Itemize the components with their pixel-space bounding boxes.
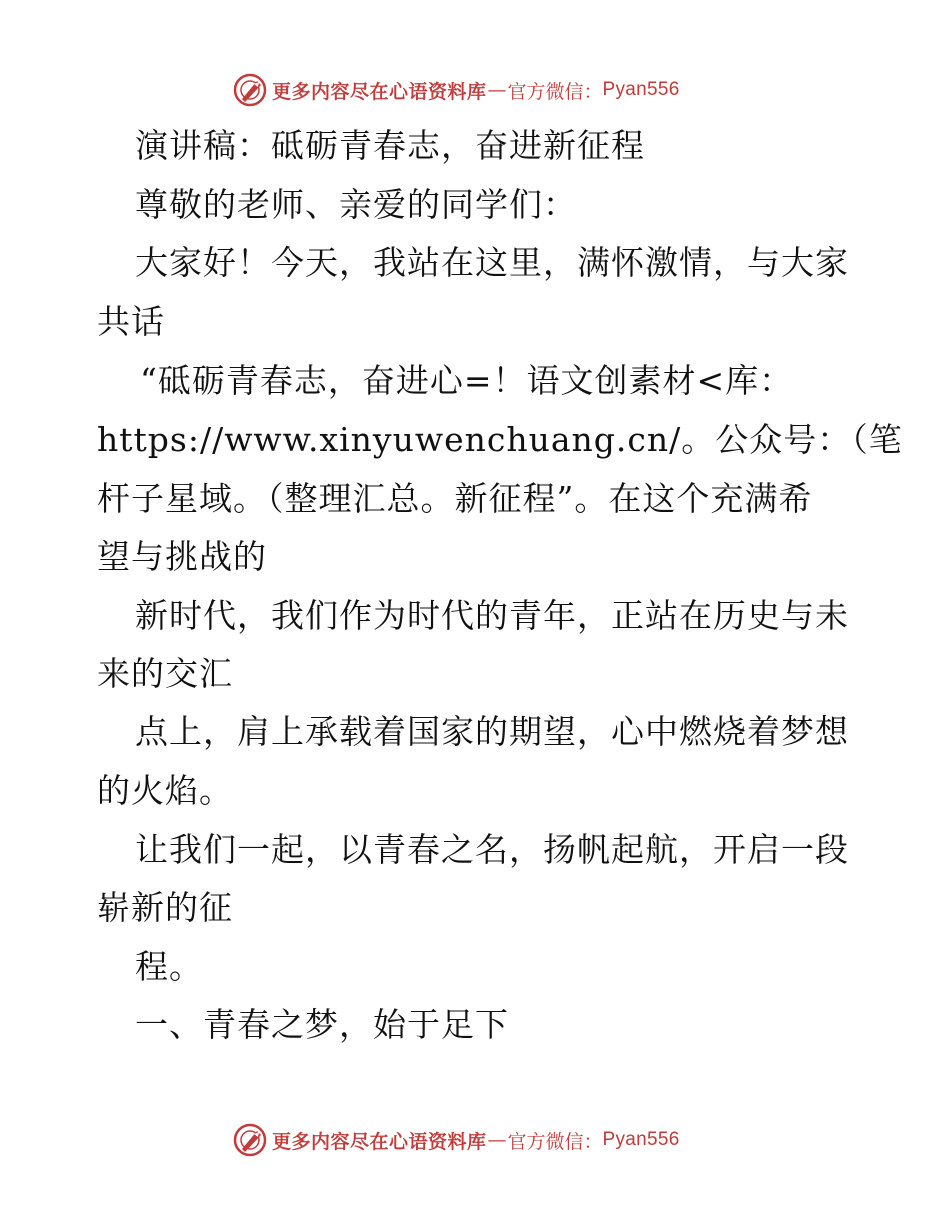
pen-nib-logo-icon [232,72,268,108]
paragraph-line: 程。 [135,947,203,986]
banner-wechat-id: Pyan556 [602,1129,680,1150]
paragraph-line: 来的交汇 [97,654,233,693]
paragraph-line: “砥砺青春志，奋进心=！语文创素材<库： [140,361,794,400]
banner-site-text: 更多内容尽在心语资料库 [272,1130,487,1153]
paragraph-line: 让我们一起，以青春之名，扬帆起航，开启一段 [135,830,849,869]
banner-wechat-label: 官方微信： [507,1130,603,1153]
paragraph-line: 共话 [97,302,165,341]
footer-banner [232,1120,752,1160]
paragraph-line: 望与挑战的 [97,537,267,576]
paragraph-line: 新时代，我们作为时代的青年，正站在历史与未 [135,596,849,635]
paragraph-line: 崭新的征 [97,888,233,927]
paragraph-line: 杆子星域。（整理汇总。新征程”。在这个充满希 [97,479,813,518]
banner-site-text: 更多内容尽在心语资料库 [272,80,487,103]
paragraph-line: 的火焰。 [97,771,233,810]
pen-nib-logo-icon [232,1122,268,1158]
document-title: 演讲稿：砥砺青春志，奋进新征程 [135,126,645,165]
banner-dash: — [487,79,507,101]
paragraph-line: https://www.xinyuwenchuang.cn/。公众号：（笔 [97,420,903,459]
section-heading: 一、青春之梦，始于足下 [135,1005,509,1044]
paragraph-line: 点上，肩上承载着国家的期望，心中燃烧着梦想 [135,712,849,751]
banner-wechat-id: Pyan556 [602,79,680,100]
paragraph-line: 大家好！今天，我站在这里，满怀激情，与大家 [135,243,849,282]
banner-wechat-label: 官方微信： [507,80,603,103]
salutation-line: 尊敬的老师、亲爱的同学们： [135,185,577,224]
banner-dash: — [487,1129,507,1151]
header-banner [232,70,752,110]
